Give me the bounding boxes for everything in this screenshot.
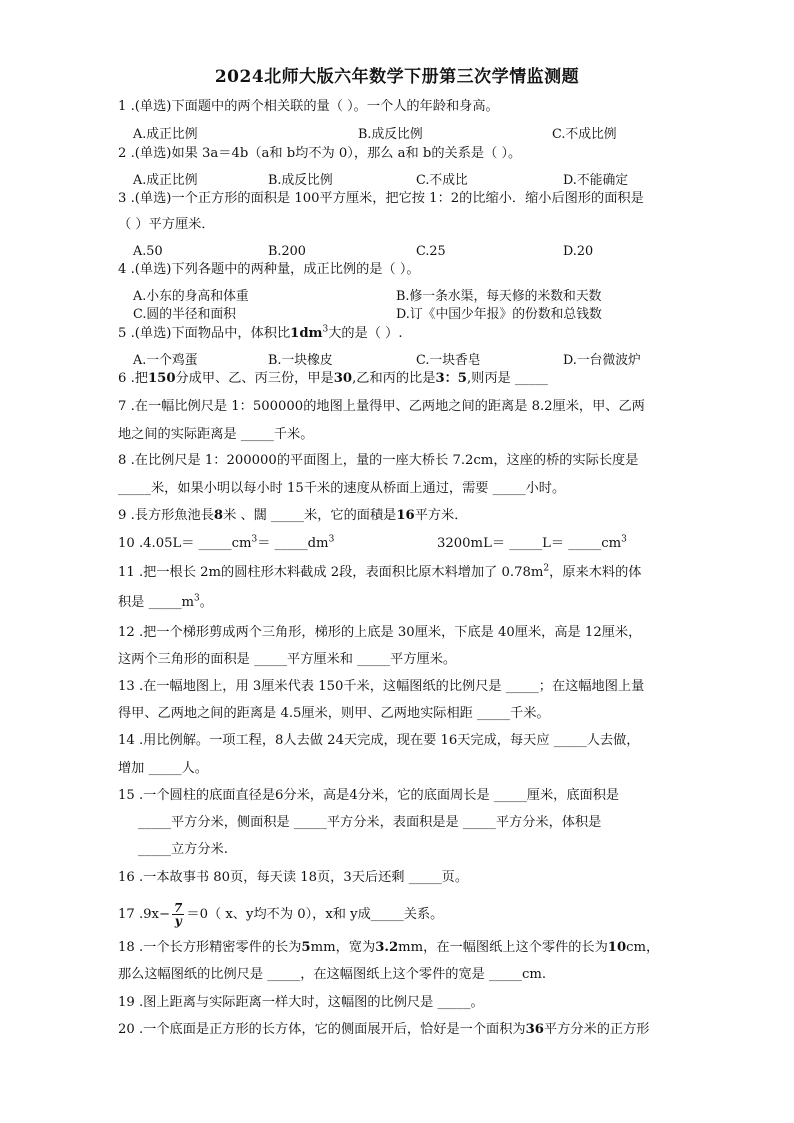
q11-exponent-2: 3 (194, 593, 200, 604)
q20-text-1: 20 .一个底面是正方形的长方体，它的侧面展开后，恰好是一个面积为 (118, 1022, 526, 1037)
q11-text-1: 11 .把一根长 2m的圆柱形木料截成 2段，表面积比原木料增加了 0.78m (118, 565, 544, 580)
question-10 (118, 535, 334, 553)
q1-option-b[interactable]: B.成反比例 (358, 127, 423, 142)
q11-text-3: 积是 _____m (118, 595, 195, 610)
question-7-line-2: 地之间的实际距离是 _____千米。 (118, 427, 314, 442)
page-title: 2024北师大版六年数学下册第三次学情监测题 (214, 67, 580, 87)
q18-length: 5 (301, 940, 311, 955)
q10-part-a: 10 .4.05L＝ _____cm (118, 536, 252, 551)
q11-text-2: ，原来木料的体 (549, 565, 642, 580)
question-4: 4 .(单选)下列各题中的两种量，成正比例的是（ ）。 (118, 262, 420, 277)
q2-option-c[interactable]: C.不成比 (416, 173, 468, 188)
q1-option-c[interactable]: C.不成比例 (552, 127, 617, 142)
q18-text-4: cm， (626, 940, 660, 955)
question-15-line-3: _____立方分米. (138, 842, 228, 857)
q4-option-b[interactable]: B.修一条水渠，每天修的米数和天数 (396, 289, 602, 304)
q1-option-a[interactable]: A.成正比例 (133, 127, 198, 142)
question-10-right (437, 535, 627, 553)
q17-text-1: 17 .9x− (118, 907, 171, 922)
q9-text-1: 9 .長方形魚池長 (118, 508, 214, 523)
q17-text-2: ＝0（ x、y均不为 0），x和 y成_____关系。 (186, 907, 444, 922)
q17-numerator: 7 (174, 901, 183, 915)
question-7: 7 .在一幅比例尺是 1：500000的地图上量得甲、乙两地之间的距离是 8.2厘米，甲、乙两 (118, 399, 645, 414)
question-8: 8 .在比例尺是 1：200000的平面图上，量的一座大桥长 7.2cm，这座的桥的实际长度是 (118, 453, 639, 468)
q6-ratio: 3：5 (435, 371, 467, 386)
question-12-line-2: 这两个三角形的面积是 _____平方厘米和 _____平方厘米。 (118, 652, 457, 667)
question-2: 2 .(单选)如果 3a＝4b（a和 b均不为 0），那么 a和 b的关系是（ ）。 (118, 146, 522, 161)
q6-answer-blank[interactable]: ,则丙是 _____ (466, 371, 548, 386)
question-11-line-2 (118, 594, 213, 612)
q9-text-2: 米 、闊 _____米，它的面積是 (223, 508, 397, 523)
question-8-line-2: _____米，如果小明以每小时 15千米的速度从桥面上通过，需要 _____小时。 (118, 481, 566, 496)
q10-part-a-exponent: 3 (251, 534, 258, 545)
question-13-line-2: 得甲、乙两地之间的距离是 4.5厘米，则甲、乙两地实际相距 _____千米。 (118, 706, 550, 721)
q6-text-3: ,乙和丙的比是 (352, 371, 436, 386)
q3-option-c[interactable]: C.25 (416, 244, 446, 259)
q9-area: 16 (396, 508, 415, 523)
question-3: 3 .(单选)一个正方形的面积是 100平方厘米，把它按 1：2的比缩小．缩小后图形的面积是 (118, 191, 644, 206)
q4-option-d[interactable]: D.订《中国少年报》的份数和总钱数 (396, 307, 602, 322)
q3-option-d[interactable]: D.20 (563, 244, 594, 259)
question-14-line-2: 增加 _____人。 (118, 761, 208, 776)
q3-option-b[interactable]: B.200 (268, 244, 306, 259)
q5-option-a[interactable]: A.一个鸡蛋 (133, 353, 198, 368)
question-5 (118, 325, 403, 343)
question-15-line-2: _____平方分米，侧面积是 _____平方分米，表面积是是 _____平方分米，体积是 (138, 815, 602, 830)
question-20 (118, 1021, 649, 1039)
q4-option-a[interactable]: A.小东的身高和体重 (133, 289, 249, 304)
question-3-line-2: （ ）平方厘米． (118, 217, 215, 232)
q2-option-d[interactable]: D.不能确定 (563, 173, 629, 188)
q17-denominator: y (174, 914, 182, 928)
question-1: 1 .(单选)下面题中的两个相关联的量（ ）。一个人的年龄和身高。 (118, 99, 499, 114)
q11-exponent-1: 2 (543, 563, 550, 574)
q5-option-c[interactable]: C.一块香皂 (416, 353, 481, 368)
q18-drawing-length: 10 (607, 940, 627, 955)
q3-option-a[interactable]: A.50 (133, 244, 163, 259)
q11-text-4: 。 (199, 595, 213, 610)
q20-text-2: 平方分米的正方形 (543, 1022, 650, 1037)
q6-text-2: 分成甲、乙、丙三份，甲是 (175, 371, 334, 386)
question-14: 14 .用比例解。一项工程，8人去做 24天完成，现在要 16天完成，每天应 _____人去做， (118, 733, 640, 748)
question-15: 15 .一个圆柱的底面直径是6分米，高是4分米，它的底面周长是 _____厘米，底面积是 (118, 788, 620, 803)
question-13: 13 .在一幅地图上，用 3厘米代表 150千米，这幅图纸的比例尺是 _____；在这幅地图上量 (118, 679, 645, 694)
question-9 (118, 507, 467, 525)
q18-text-3: mm，在一幅图纸上这个零件的长为 (398, 940, 608, 955)
q6-part-a: 30 (333, 371, 353, 386)
q5-stem-end: 大的是（ ）. (328, 326, 403, 341)
question-16: 16 .一本故事书 80页，每天读 18页，3天后还剩 _____页。 (118, 870, 469, 885)
question-18-line-2: 那么这幅图纸的比例尺是 _____，在这幅图纸上这个零件的宽是 _____cm. (118, 967, 547, 982)
q5-unit-exponent: 3 (322, 324, 329, 335)
q17-fraction (172, 902, 184, 927)
q5-stem-start: 5 .(单选)下面物品中，体积比 (118, 326, 291, 341)
q10-part-c: 3200mL＝ _____L＝ _____cm (437, 536, 622, 551)
q18-text-2: mm，宽为 (310, 940, 376, 955)
q10-part-b: ＝ _____dm (257, 536, 329, 551)
q5-option-d[interactable]: D.一台微波炉 (563, 353, 641, 368)
question-19: 19 .图上距离与实际距离一样大时，这幅图的比例尺是 _____。 (118, 995, 484, 1010)
question-17 (118, 902, 443, 927)
question-12: 12 .把一个梯形剪成两个三角形，梯形的上底是 30厘米，下底是 40厘米，高是 12厘米， (118, 625, 642, 640)
q10-part-b-exponent: 3 (328, 534, 335, 545)
q4-option-c[interactable]: C.圆的半径和面积 (133, 307, 236, 322)
q9-text-3: 平方米． (414, 508, 468, 523)
q2-option-b[interactable]: B.成反比例 (268, 173, 333, 188)
question-11 (118, 564, 641, 582)
question-6 (118, 370, 548, 388)
q10-part-c-exponent: 3 (621, 534, 627, 545)
q6-total: 150 (147, 371, 176, 386)
q5-unit: 1dm (290, 326, 323, 341)
question-18 (118, 939, 659, 957)
q2-option-a[interactable]: A.成正比例 (133, 173, 198, 188)
q5-option-b[interactable]: B.一块橡皮 (268, 353, 333, 368)
q18-width: 3.2 (375, 940, 399, 955)
q6-text-1: 6 .把 (118, 371, 148, 386)
q9-length: 8 (213, 508, 224, 523)
q20-area: 36 (525, 1022, 544, 1037)
q18-text-1: 18 .一个长方形精密零件的长为 (118, 940, 302, 955)
